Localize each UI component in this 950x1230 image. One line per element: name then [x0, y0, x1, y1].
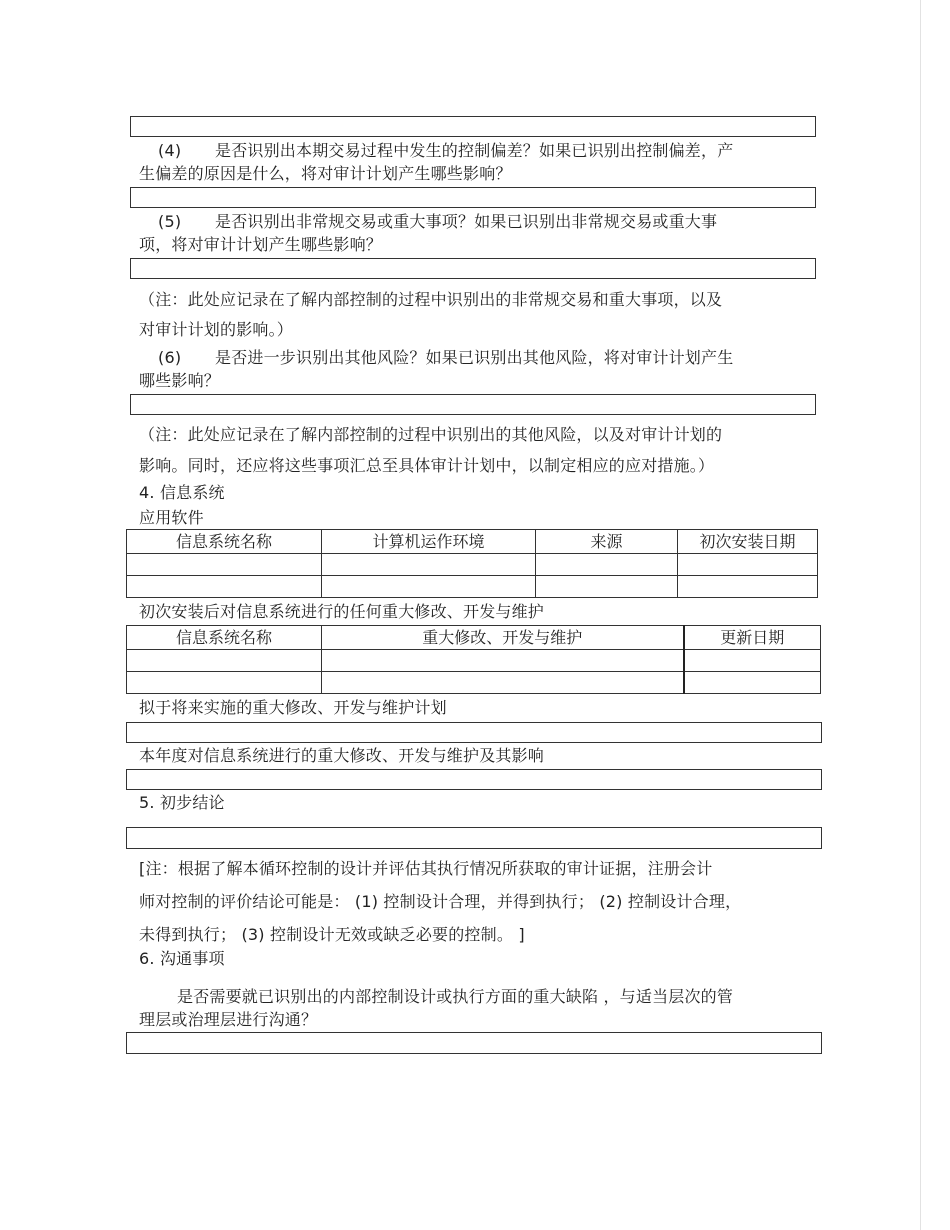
plan-title: 拟于将来实施的重大修改、开发与维护计划	[139, 698, 447, 717]
section6-text-line1: 是否需要就已识别出的内部控制设计或执行方面的重大缺陷 ，与适当层次的管	[177, 987, 734, 1006]
year-modification-title: 本年度对信息系统进行的重大修改、开发与维护及其影响	[139, 746, 545, 765]
section4-heading: 4. 信息系统	[139, 483, 225, 502]
table-cell[interactable]	[322, 554, 536, 576]
table-cell[interactable]	[322, 576, 536, 598]
table-cell[interactable]	[536, 554, 678, 576]
modification-title: 初次安装后对信息系统进行的任何重大修改、开发与维护	[139, 602, 545, 621]
table-row	[127, 672, 821, 694]
answer-box-q5[interactable]	[130, 258, 816, 279]
col-header-update-date: 更新日期	[684, 626, 821, 650]
table-cell[interactable]	[678, 554, 818, 576]
note2-line2: 影响。同时，还应将这些事项汇总至具体审计计划中，以制定相应的应对措施。）	[139, 456, 715, 475]
q4-number: (4)	[158, 141, 182, 160]
table-cell[interactable]	[127, 672, 322, 694]
app-software-label: 应用软件	[139, 508, 204, 527]
q5-text-line2: 项，将对审计计划产生哪些影响？	[139, 235, 383, 254]
answer-box-conclusion[interactable]	[126, 827, 822, 849]
modification-table	[126, 625, 821, 694]
table-row	[127, 554, 818, 576]
answer-box-year-modification[interactable]	[126, 769, 822, 790]
table-cell[interactable]	[322, 672, 684, 694]
table-cell[interactable]	[678, 576, 818, 598]
table-cell[interactable]	[127, 650, 322, 672]
table-cell[interactable]	[684, 650, 821, 672]
section6-text-line2: 理层或治理层进行沟通？	[139, 1010, 318, 1029]
col-header-source: 来源	[536, 530, 678, 554]
answer-box-q4[interactable]	[130, 187, 816, 208]
answer-box-communication[interactable]	[126, 1032, 822, 1054]
q6-text-line1: 是否进一步识别出其他风险？如果已识别出其他风险，将对审计计划产生	[215, 348, 734, 367]
table-cell[interactable]	[322, 650, 684, 672]
section5-note-line2: 师对控制的评价结论可能是： (1) 控制设计合理，并得到执行； (2) 控制设计合理，	[139, 892, 742, 911]
note1-line2: 对审计计划的影响。）	[139, 320, 294, 339]
table-cell[interactable]	[684, 672, 821, 694]
answer-box-plan[interactable]	[126, 722, 822, 743]
section5-note-line3: 未得到执行； (3) 控制设计无效或缺乏必要的控制。 ]	[139, 925, 525, 944]
page-edge	[920, 0, 921, 1230]
app-software-table	[126, 529, 818, 598]
col-header-modification: 重大修改、开发与维护	[322, 626, 684, 650]
col-header-system-name: 信息系统名称	[127, 530, 322, 554]
col-header-system-name: 信息系统名称	[127, 626, 322, 650]
q5-text-line1: 是否识别出非常规交易或重大事项？如果已识别出非常规交易或重大事	[215, 212, 718, 231]
table-cell[interactable]	[127, 576, 322, 598]
section5-heading: 5. 初步结论	[139, 793, 225, 812]
answer-box-q3[interactable]	[130, 116, 816, 137]
col-header-environment: 计算机运作环境	[322, 530, 536, 554]
table-row	[127, 650, 821, 672]
q6-number: (6)	[158, 348, 182, 367]
section5-note-line1: [注：根据了解本循环控制的设计并评估其执行情况所获取的审计证据，注册会计	[139, 859, 713, 878]
col-header-install-date: 初次安装日期	[678, 530, 818, 554]
table-cell[interactable]	[127, 554, 322, 576]
q4-text-line2: 生偏差的原因是什么，将对审计计划产生哪些影响？	[139, 164, 512, 183]
note2-line1: （注：此处应记录在了解内部控制的过程中识别出的其他风险，以及对审计计划的	[139, 425, 723, 444]
table-cell[interactable]	[536, 576, 678, 598]
note1-line1: （注：此处应记录在了解内部控制的过程中识别出的非常规交易和重大事项，以及	[139, 290, 723, 309]
section6-heading: 6. 沟通事项	[139, 949, 225, 968]
table-row	[127, 576, 818, 598]
q5-number: (5)	[158, 212, 182, 231]
q4-text-line1: 是否识别出本期交易过程中发生的控制偏差？如果已识别出控制偏差，产	[215, 141, 734, 160]
answer-box-q6[interactable]	[130, 394, 816, 415]
q6-text-line2: 哪些影响？	[139, 371, 221, 390]
